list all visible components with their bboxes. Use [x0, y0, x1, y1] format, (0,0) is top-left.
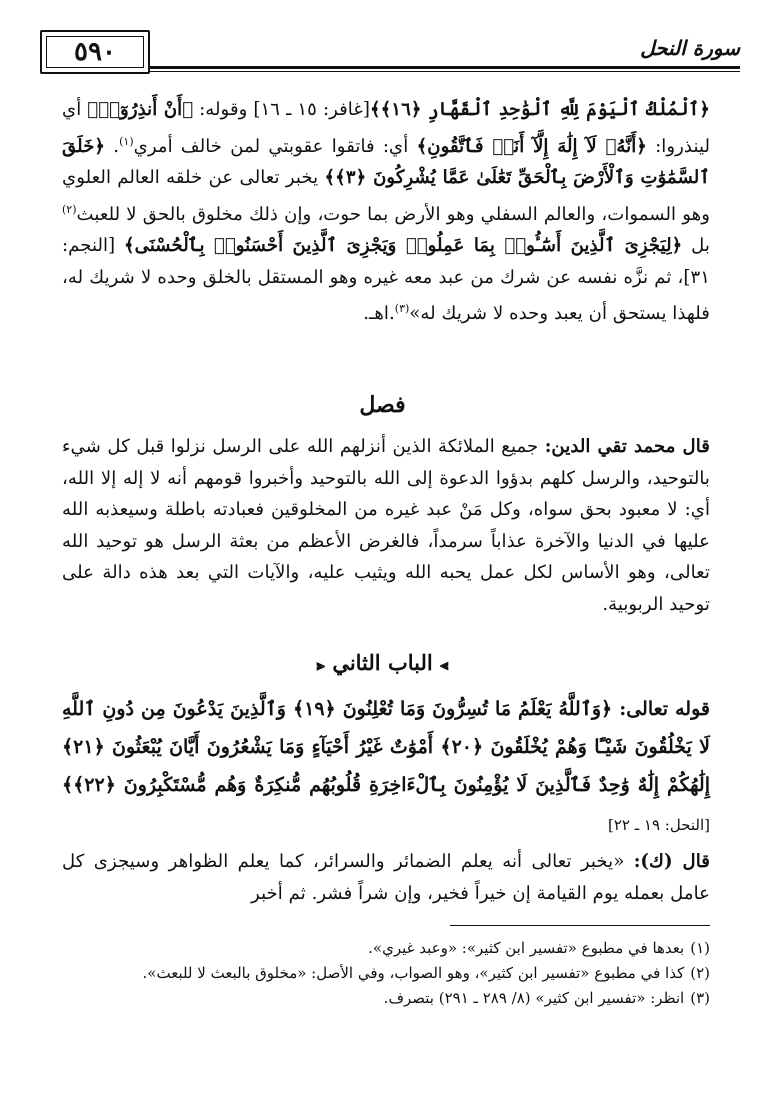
speaker-label: قال محمد تقي الدين:	[544, 436, 710, 457]
paragraph-4	[62, 846, 710, 909]
text: [غافر: ١٥ ـ ١٦] وقوله:	[193, 99, 370, 120]
quran-verse: ﴿أَنْ أَنذِرُوٓا۟﴾	[87, 99, 194, 120]
text: «يخبر تعالى أنه يعلم الضمائر والسرائر، كما يعلم الظواهر وسيجزى كل عامل بعمله يوم القيامة إن خيراً فخير، وإن شراً فشر. ثم أخبر	[62, 851, 710, 904]
quran-verse: ﴿خَلَقَ ٱلسَّمَٰوَٰتِ وَٱلْأَرْضَ بِٱلْحَقِّ تَعَٰلَىٰ عَمَّا يُشْرِكُونَ ﴿٣﴾﴾	[62, 135, 710, 189]
footnote-number: (١)	[690, 939, 710, 957]
footnote-ref[interactable]: (٢)	[62, 202, 77, 216]
footnote-item	[62, 986, 710, 1011]
footnote-ref[interactable]: (٣)	[394, 302, 410, 316]
quran-verse: ﴿أَنَّهُۥ لَآ إِلَٰهَ إِلَّآ أَنَا۠ فَٱتَّقُونِ﴾	[416, 135, 647, 157]
header-rule	[148, 66, 740, 69]
ornament-icon: ⫷	[316, 656, 325, 674]
chapter-title: الباب الثاني	[332, 650, 433, 675]
footnote-text: بعدها في مطبوع «تفسير ابن كثير»: «وعبد غيري».	[368, 939, 685, 957]
footnote-text: كذا في مطبوع «تفسير ابن كثير»، وهو الصواب، وفي الأصل: «مخلوق بالبعث لا للبعث».	[142, 964, 685, 982]
page-number: ٥٩٠	[40, 30, 150, 74]
intro-label: قوله تعالى:	[612, 698, 710, 720]
quran-verse: ﴿وَٱللَّهُ يَعْلَمُ مَا تُسِرُّونَ وَمَا تُعْلِنُونَ ﴿١٩﴾ وَٱلَّذِينَ يَدْعُونَ مِن دُونِ ٱللَّهِ لَا يَخْلُقُونَ شَيْـًٔا وَهُمْ يُخْلَقُونَ ﴿٢٠﴾ أَمْوَٰتٌ غَيْرُ أَحْيَآءٍ وَمَا يَشْعُرُونَ أَيَّانَ يُبْعَثُونَ ﴿٢١﴾ إِلَٰهُكُمْ إِلَٰهٌ وَٰحِدٌ فَٱلَّذِينَ لَا يُؤْمِنُونَ بِٱلْءَاخِرَةِ قُلُوبُهُم مُّنكِرَةٌ وَهُم مُّسْتَكْبِرُونَ ﴿٢٢﴾﴾	[62, 698, 710, 796]
text: أي لينذروا:	[62, 99, 710, 157]
text: يخبر تعالى عن خلقه العالم العلوي وهو السموات، والعالم السفلي وهو الأرض بما حوت، وإن ذلك مخلوق بالحق لا للعبث	[62, 167, 710, 225]
ornament-icon: ⫸	[440, 656, 449, 674]
chapter-heading	[0, 650, 765, 675]
footnote-item	[62, 961, 710, 986]
text: .اهـ.	[363, 303, 395, 325]
footnote-number: (٢)	[690, 964, 710, 982]
quran-verse: ﴿ٱلْمُلْكُ ٱلْيَوْمَ لِلَّهِ ٱلْوَٰحِدِ ٱلْقَهَّارِ ﴿١٦﴾﴾	[369, 99, 710, 120]
paragraph-1	[62, 94, 710, 330]
footnote-item	[62, 936, 710, 961]
text: .	[105, 135, 120, 157]
verse-reference: [النحل: ١٩ ـ ٢٢]	[607, 816, 710, 834]
footnote-ref[interactable]: (١)	[119, 134, 134, 148]
footnote-text: انظر: «تفسير ابن كثير» (٨/ ٢٨٩ ـ ٢٩١) بتصرف.	[383, 989, 685, 1007]
section-heading-fasl: فصل	[359, 392, 406, 418]
footnotes	[62, 936, 710, 1011]
quran-verse: ﴿لِيَجْزِىَ ٱلَّذِينَ أَسَٰٓـُٔوا۟ بِمَا عَمِلُوا۟ وَيَجْزِىَ ٱلَّذِينَ أَحْسَنُوا۟ بِٱلْحُسْنَى﴾	[124, 235, 683, 257]
text: [النجم: ٣١]، ثم نزَّه نفسه عن شرك من عبد معه غيره وهو المستقل بالخلق وحده لا شريك له، فلهذا يستحق أن يعبد وحده لا شريك له»	[62, 235, 710, 325]
page-header	[40, 30, 740, 88]
text: بل	[682, 235, 710, 257]
footnote-divider	[450, 925, 710, 926]
text: أي: فاتقوا عقوبتي لمن خالف أمري	[133, 135, 417, 157]
paragraph-3	[62, 690, 710, 844]
text: جميع الملائكة الذين أنزلهم الله على الرسل نزلوا قبل كل شيء بالتوحيد، والرسل كلهم بدؤوا الدعوة إلى الله بالتوحيد وأخبروا قومهم أنه لا إله إلا الله، أي: لا معبود بحق سواه، وكل مَنْ عبد غيره من المخلوقين فعبادته باطلة وسيعذبه الله عليها في الدنيا والآخرة عذاباً سرمداً، فالغرض الأعظم من بعثة الرسل هو توحيد الله تعالى، وهو الأساس لكل عمل يحبه الله ويثيب عليه، والآيات التي بعد هذه دالة على توحيد الربوبية.	[62, 436, 710, 615]
header-rule-thin	[148, 71, 740, 72]
speaker-label: قال (ك):	[633, 851, 710, 872]
footnote-number: (٣)	[690, 989, 710, 1007]
surah-title: سورة النحل	[640, 36, 740, 60]
paragraph-2	[62, 431, 710, 620]
